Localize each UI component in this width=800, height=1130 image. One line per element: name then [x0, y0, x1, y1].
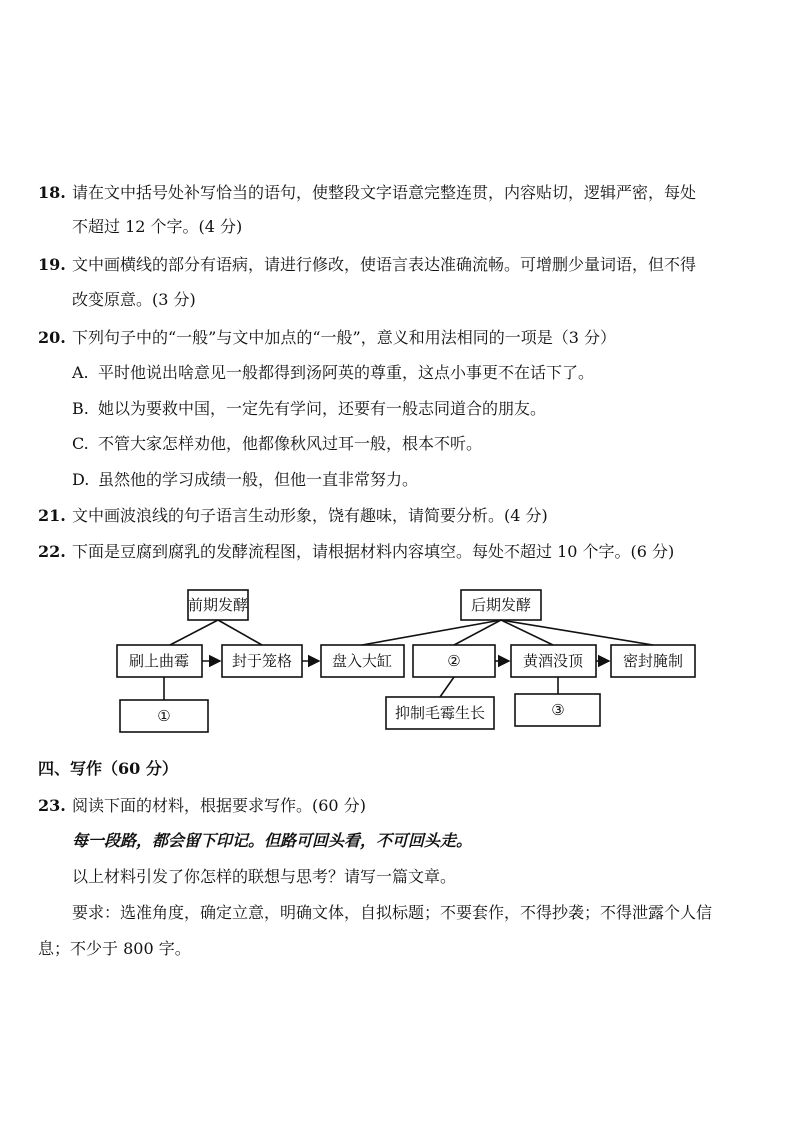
option-letter: D.: [72, 470, 90, 489]
q21-text: 文中画波浪线的句子语言生动形象，饶有趣味，请简要分析。(4 分): [72, 506, 548, 525]
q23-material: 每一段路，都会留下印记。但路可回头看，不可回头走。: [72, 831, 473, 850]
q19-line1: [38, 254, 696, 276]
q23-requirements-1: 要求：选准角度，确定立意，明确文体，自拟标题；不要套作，不得抄袭；不得泄露个人信: [72, 903, 713, 922]
q21-line: [38, 505, 548, 527]
option-letter: B.: [72, 399, 89, 418]
q18-text-1: 请在文中括号处补写恰当的语句，使整段文字语意完整连贯，内容贴切，逻辑严密，每处: [72, 183, 697, 202]
step-label-4: ②: [447, 652, 461, 670]
blank-3-label: ③: [551, 701, 565, 719]
stage-early-label: 前期发酵: [187, 596, 249, 614]
section-4-title: 四、写作（60 分）: [38, 759, 178, 778]
q23-requirements-2: 息；不少于 800 字。: [38, 939, 191, 958]
step-label-5: 黄酒没顶: [522, 652, 584, 670]
option-letter: A.: [72, 363, 89, 382]
q23-text: 阅读下面的材料，根据要求写作。(60 分): [72, 796, 366, 815]
q18-number: 18.: [38, 183, 66, 202]
q20-option-b: [72, 398, 546, 420]
step-label-3: 盘入大缸: [331, 652, 393, 670]
connector: [501, 620, 653, 645]
q23-line: [38, 795, 366, 817]
connector: [362, 620, 501, 645]
q20-option-c: [72, 433, 482, 455]
step-label-1: 刷上曲霉: [128, 652, 190, 670]
stage-late-label: 后期发酵: [470, 596, 532, 614]
option-text: 平时他说出啥意见一般都得到汤阿英的尊重，这点小事更不在话下了。: [98, 363, 595, 382]
q20-option-d: [72, 469, 418, 491]
option-text: 不管大家怎样劝他，他都像秋风过耳一般，根本不听。: [98, 434, 483, 453]
option-text: 她以为要救中国，一定先有学问，还要有一般志同道合的朋友。: [98, 399, 547, 418]
q20-stem: [38, 327, 616, 349]
q19-number: 19.: [38, 255, 66, 274]
step-label-6: 密封腌制: [622, 652, 684, 670]
q20-stem-text: 下列句子中的“一般”与文中加点的“一般”，意义和用法相同的一项是（3 分）: [72, 328, 616, 347]
fermentation-flowchart: [0, 580, 800, 740]
connector: [218, 620, 262, 645]
connector: [440, 677, 454, 697]
q22-text: 下面是豆腐到腐乳的发酵流程图，请根据材料内容填空。每处不超过 10 个字。(6 分): [72, 542, 675, 561]
q23-prompt: 以上材料引发了你怎样的联想与思考？请写一篇文章。: [72, 867, 457, 886]
q23-number: 23.: [38, 796, 66, 815]
q21-number: 21.: [38, 506, 66, 525]
inhibit-label: 抑制毛霉生长: [394, 704, 486, 722]
q20-number: 20.: [38, 328, 66, 347]
q18-line1: [38, 182, 696, 204]
q19-line2: 改变原意。(3 分): [72, 290, 196, 309]
connector: [170, 620, 218, 645]
step-label-2: 封于笼格: [231, 652, 293, 670]
blank-1-label: ①: [157, 707, 171, 725]
option-letter: C.: [72, 434, 89, 453]
q19-text-1: 文中画横线的部分有语病，请进行修改，使语言表达准确流畅。可增删少量词语，但不得: [72, 255, 697, 274]
option-text: 虽然他的学习成绩一般，但他一直非常努力。: [98, 470, 419, 489]
q22-number: 22.: [38, 542, 66, 561]
q22-line: [38, 541, 674, 563]
q20-option-a: [72, 362, 594, 384]
q18-line2: 不超过 12 个字。(4 分): [72, 217, 243, 236]
